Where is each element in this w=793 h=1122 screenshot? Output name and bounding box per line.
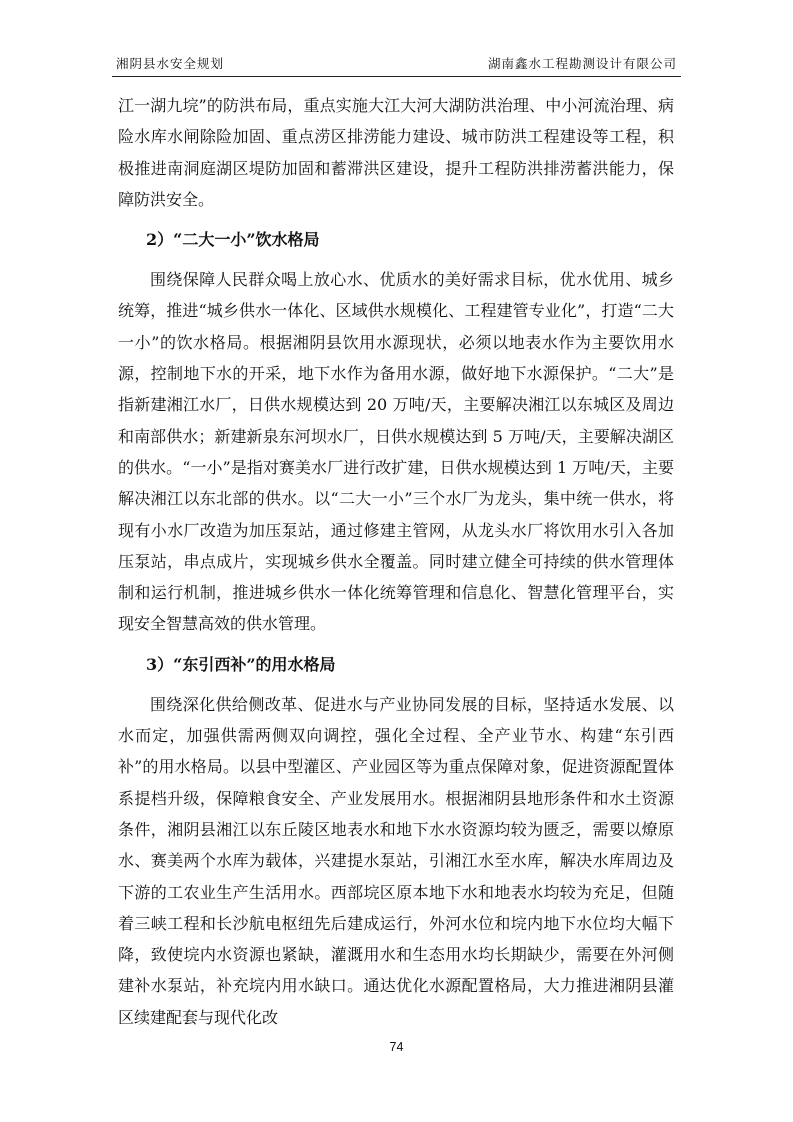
header-document-title: 湘阴县水安全规划	[116, 56, 225, 71]
page-body	[118, 90, 674, 1033]
paragraph-water-use: 围绕深化供给侧改革、促进水与产业协同发展的目标，坚持适水发展、以水而定，加强供需两侧双向调控，强化全过程、全产业节水、构建“东引西补”的用水格局。以县中型灌区、产业园区等为重点保障对象，促进资源配置体系提档升级，保障粮食安全、产业发展用水。根据湘阴县地形条件和水土资源条件，湘阴县湘江以东丘陵区地表水和地下水水资源均较为匮乏，需要以燎原水、赛美两个水库为载体，兴建提水泵站，引湘江水至水库，解决水库周边及下游的工农业生产生活用水。西部垸区原本地下水和地表水均较为充足，但随着三峡工程和长沙航电枢纽先后建成运行，外河水位和垸内地下水位均大幅下降，致使垸内水资源也紧缺，灌溉用水和生态用水均长期缺少，需要在外河侧建补水泵站，补充垸内用水缺口。通达优化水源配置格局，大力推进湘阴县灌区续建配套与现代化改	[118, 694, 674, 1027]
paragraph-flood-control: 江一湖九垸”的防洪布局，重点实施大江大河大湖防洪治理、中小河流治理、病险水库水闸除险加固、重点涝区排涝能力建设、城市防洪工程建设等工程，积极推进南洞庭湖区堤防加固和蓄滞洪区建设，提升工程防洪排涝蓄洪能力，保障防洪安全。	[118, 96, 674, 209]
section-heading-water-use: 3）“东引西补”的用水格局	[146, 654, 336, 674]
section-heading-drinking-water: 2）“二大一小”饮水格局	[146, 230, 320, 250]
page-number: 74	[389, 1040, 404, 1054]
header-company-name: 湖南鑫水工程勘测设计有限公司	[487, 56, 677, 71]
page-header	[112, 50, 681, 77]
paragraph-drinking-water: 围绕保障人民群众喝上放心水、优质水的美好需求目标，优水优用、城乡统筹，推进“城乡供水一体化、区域供水规模化、工程建管专业化”，打造“二大一小”的饮水格局。根据湘阴县饮用水源现状，必须以地表水作为主要饮用水源，控制地下水的开采，地下水作为备用水源，做好地下水源保护。“二大”是指新建湘江水厂，日供水规模达到 20 万吨/天，主要解决湘江以东城区及周边和南部供水；新建新泉东河坝水厂，日供水规模达到 5 万吨/天，主要解决湖区的供水。“一小”是指对赛美水厂进行改扩建，日供水规模达到 1 万吨/天，主要解决湘江以东北部的供水。以“二大一小”三个水厂为龙头，集中统一供水，将现有小水厂改造为加压泵站，通过修建主管网，从龙头水厂将饮用水引入各加压泵站，串点成片，实现城乡供水全覆盖。同时建立健全可持续的供水管理体制和运行机制，推进城乡供水一体化统筹管理和信息化、智慧化管理平台，实现安全智慧高效的供水管理。	[118, 270, 674, 634]
